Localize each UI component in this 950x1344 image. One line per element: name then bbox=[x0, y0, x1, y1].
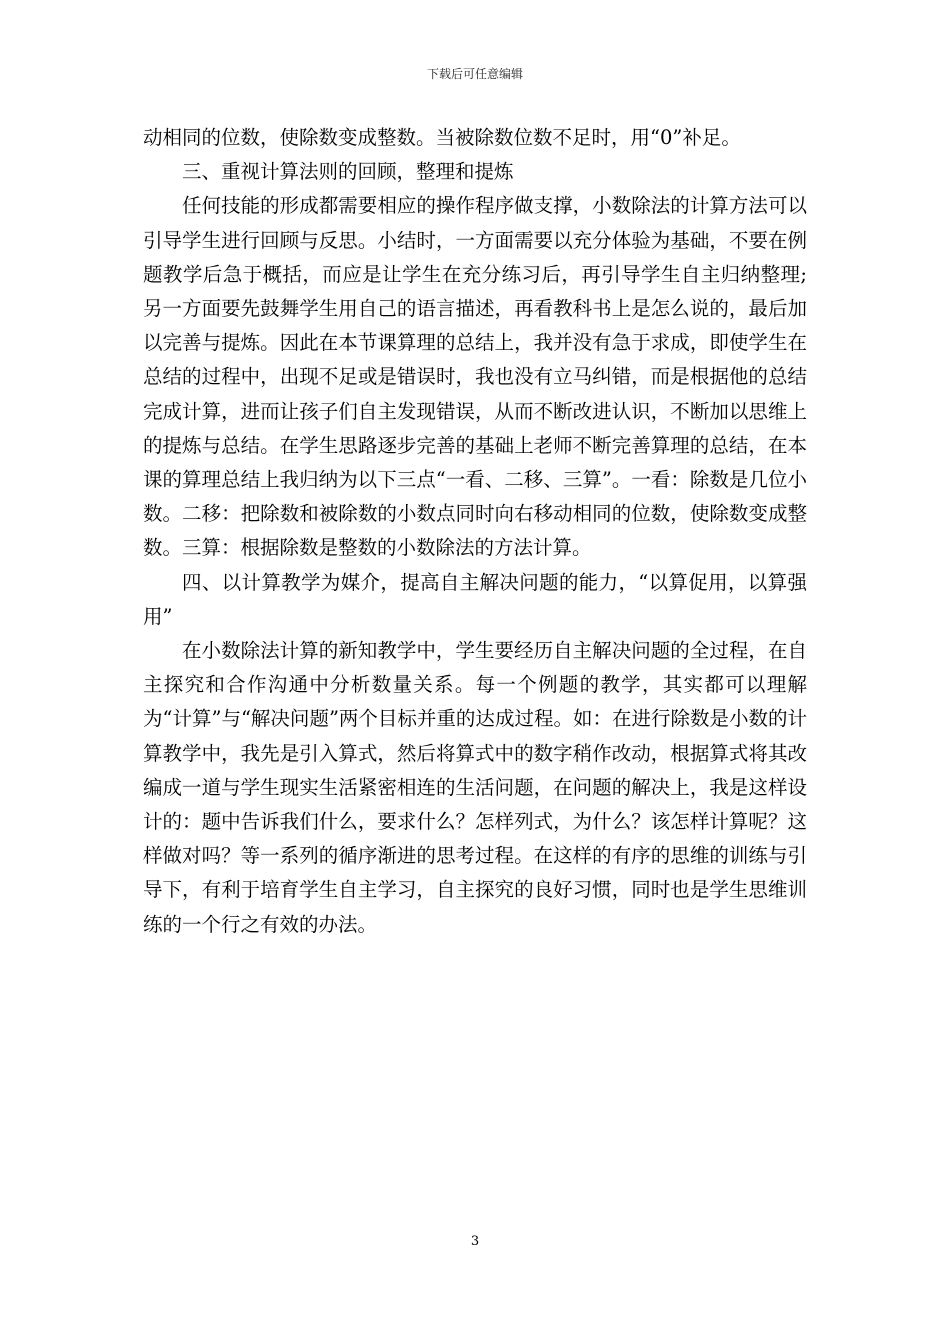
document-body bbox=[143, 121, 807, 942]
section-heading-three: 三、重视计算法则的回顾，整理和提炼 bbox=[182, 160, 514, 184]
paragraph-problem-solving: 在小数除法计算的新知教学中，学生要经历自主解决问题的全过程，在自主探究和合作沟通中分析数量关系。每一个例题的教学，其实都可以理解为“计算”与“解决问题”两个目标并重的达成过程。如：在进行除数是小数的计算教学中，我先是引入算式，然后将算式中的数字稍作改动，根据算式将其改编成一道与学生现实生活紧密相连的生活问题，在问题的解决上，我是这样设计的：题中告诉我们什么，要求什么？怎样列式，为什么？该怎样计算呢？这样做对吗？等一系列的循序渐进的思考过程。在这样的有序的思维的训练与引导下，有利于培育学生自主学习，自主探究的良好习惯，同时也是学生思维训练的一个行之有效的办法。 bbox=[143, 639, 807, 936]
paragraph-continuation: 动相同的位数，使除数变成整数。当被除数位数不足时，用“0”补足。 bbox=[143, 126, 741, 149]
paragraph-summary: 任何技能的形成都需要相应的操作程序做支撑，小数除法的计算方法可以引导学生进行回顾与反思。小结时，一方面需要以充分体验为基础，不要在例题教学后急于概括，而应是让学生在充分练习后，再引导学生自主归纳整理;另一方面要先鼓舞学生用自己的语言描述，再看教科书上是怎么说的，最后加以完善与提炼。因此在本节课算理的总结上，我并没有急于求成，即使学生在总结的过程中，出现不足或是错误时，我也没有立马纠错，而是根据他的总结完成计算，进而让孩子们自主发现错误，从而不断改进认识，不断加以思维上的提炼与总结。在学生思路逐步完善的基础上老师不断完善算理的总结，在本课的算理总结上我归纳为以下三点“一看、二移、三算”。一看：除数是几位小数。二移：把除数和被除数的小数点同时向右移动相同的位数，使除数变成整数。三算：根据除数是整数的小数除法的方法计算。 bbox=[143, 194, 807, 560]
page-header: 下载后可任意编辑 bbox=[426, 67, 523, 81]
page-number: 3 bbox=[470, 1234, 480, 1249]
section-heading-four: 四、以计算教学为媒介，提高自主解决问题的能力，“以算促用，以算强用” bbox=[143, 570, 807, 628]
